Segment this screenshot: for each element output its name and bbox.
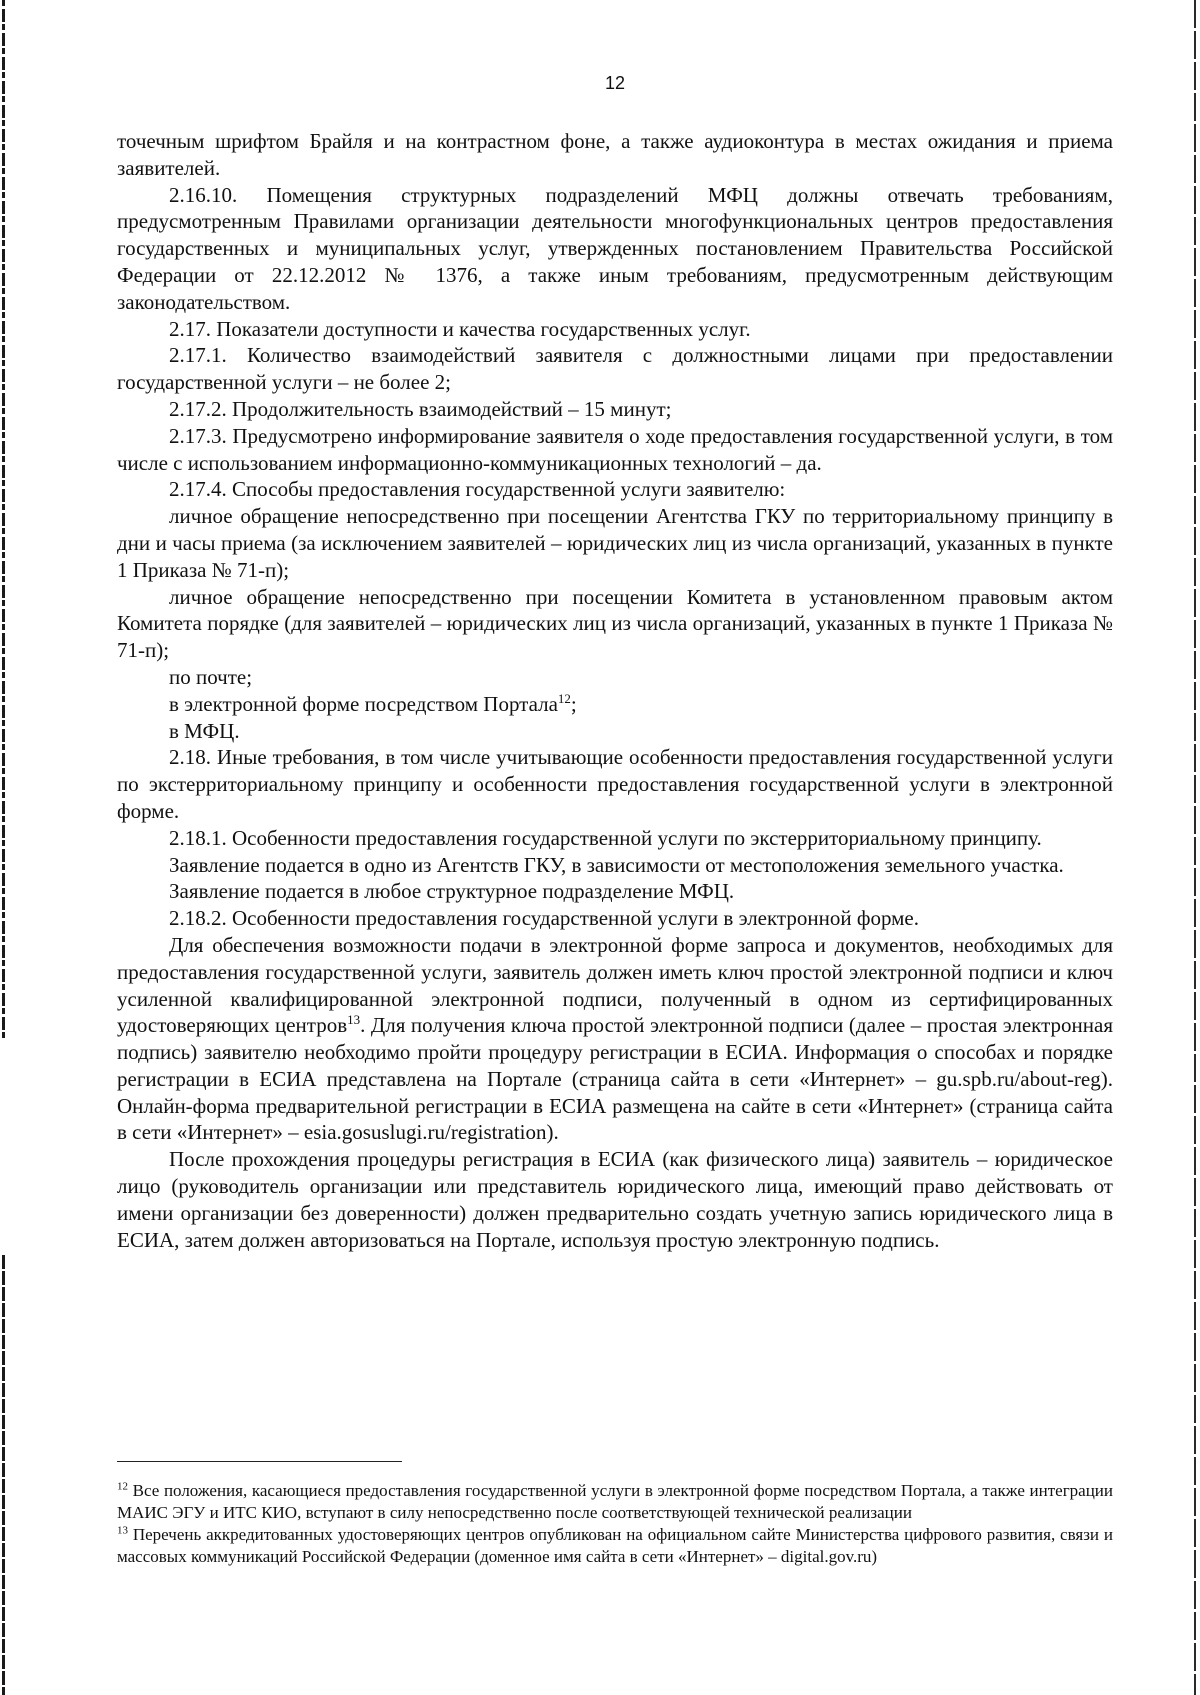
paragraph xyxy=(117,905,1113,932)
paragraph-text: Заявление подается в любое структурное подразделение МФЦ. xyxy=(169,879,735,904)
paragraph xyxy=(117,718,1113,745)
paragraph xyxy=(117,878,1113,905)
body-text xyxy=(117,128,1113,1253)
paragraph xyxy=(117,584,1113,664)
paragraph-text: 2.16.10. Помещения структурных подразделений МФЦ должны отвечать требованиям, предусмотренным Правилами организации деятельности многофункциональных центров предоставления государственных и муниципальных услуг, утвержденных постановлением Правительства Российской Федерации от 22.12.2012 № 1376, а также иным требованиям, предусмотренным действующим законодательством. xyxy=(117,182,1113,314)
paragraph xyxy=(117,691,1113,718)
paragraph-text: 2.18.1. Особенности предоставления государственной услуги по экстерриториальному принципу. xyxy=(169,825,1042,850)
footnote xyxy=(117,1480,1113,1524)
paragraph xyxy=(117,396,1113,423)
scan-edge-right xyxy=(1194,0,1196,1695)
paragraph-text: 2.18. Иные требования, в том числе учитывающие особенности предоставления государственной услуги по экстерриториальному принципу и особенности предоставления государственной услуги в электронной форме. xyxy=(117,745,1113,823)
paragraph-text: 2.18.2. Особенности предоставления государственной услуги в электронной форме. xyxy=(169,906,919,931)
footnote-mark: 13 xyxy=(117,1524,128,1537)
paragraph-text: 2.17. Показатели доступности и качества государственных услуг. xyxy=(169,316,751,341)
paragraph xyxy=(117,664,1113,691)
paragraph xyxy=(117,476,1113,503)
paragraph-text: личное обращение непосредственно при посещении Агентства ГКУ по территориальному принципу в дни и часы приема (за исключением заявителей – юридических лиц из числа организаций, указанных в пункте 1 Приказа № 71-п); xyxy=(117,504,1113,582)
paragraph-text: в МФЦ. xyxy=(169,718,240,743)
paragraph xyxy=(117,128,1113,182)
paragraph-text: Для обеспечения возможности подачи в электронной форме запроса и документов, необходимых для предоставления государственной услуги, заявитель должен иметь ключ простой электронной подписи и ключ усиленной квалифицированной электронной подписи, полученный в одном из сертифицированных удостоверяющих центров xyxy=(117,932,1113,1038)
paragraph-text-continued: . Для получения ключа простой электронной подписи (далее – простая электронная подпись) заявителю необходимо пройти процедуру регистрации в ЕСИА. Информация о способах и порядке регистрации в ЕСИА представлена на Портале (страница сайта в сети «Интернет» – gu.spb.ru/about-reg). Онлайн-форма предварительной регистрации в ЕСИА размещена на сайте в сети «Интернет» (страница сайта в сети «Интернет» – esia.gosuslugi.ru/registration). xyxy=(117,1013,1113,1145)
paragraph xyxy=(117,744,1113,824)
footnotes xyxy=(117,1480,1113,1568)
paragraph-text-continued: ; xyxy=(570,691,577,716)
footnote-separator xyxy=(117,1461,402,1462)
paragraph-text: в электронной форме посредством Портала xyxy=(169,691,558,716)
footnote-reference[interactable]: 12 xyxy=(557,690,571,706)
paragraph-text: личное обращение непосредственно при посещении Комитета в установленном правовым актом Комитета порядке (для заявителей – юридических лиц из числа организаций, указанных в пункте 1 Приказа № 71-п); xyxy=(117,584,1113,663)
footnote-reference[interactable]: 13 xyxy=(347,1012,361,1028)
paragraph xyxy=(117,852,1113,879)
paragraph-text: Заявление подается в одно из Агентств ГКУ, в зависимости от местоположения земельного участка. xyxy=(169,852,1064,877)
paragraph xyxy=(117,1146,1113,1253)
footnote-mark: 12 xyxy=(117,1480,128,1493)
paragraph-text: по почте; xyxy=(169,664,253,689)
paragraph-text: 2.17.3. Предусмотрено информирование заявителя о ходе предоставления государственной услуги, в том числе с использованием информационно-коммуникационных технологий – да. xyxy=(117,423,1113,475)
paragraph-text: 2.17.4. Способы предоставления государственной услуги заявителю: xyxy=(169,477,786,502)
footnote-text: Все положения, касающиеся предоставления государственной услуги в электронной форме посредством Портала, а также интеграции МАИС ЭГУ и ИТС КИО, вступают в силу непосредственно после соответствующей технической реализации xyxy=(117,1481,1114,1522)
footnote xyxy=(117,1524,1113,1568)
paragraph-text: 2.17.1. Количество взаимодействий заявителя с должностными лицами при предоставлении государственной услуги – не более 2; xyxy=(117,343,1113,395)
paragraph xyxy=(117,932,1113,1146)
paragraph xyxy=(117,825,1113,852)
paragraph-text: После прохождения процедуры регистрация в ЕСИА (как физического лица) заявитель – юридическое лицо (руководитель организации или представитель юридического лица, имеющий право действовать от имени организации без доверенности) должен предварительно создать учетную запись юридического лица в ЕСИА, затем должен авторизоваться на Портале, используя простую электронную подпись. xyxy=(117,1147,1113,1252)
scan-edge-left xyxy=(2,0,5,1040)
paragraph xyxy=(117,316,1113,343)
paragraph xyxy=(117,182,1113,316)
paragraph xyxy=(117,423,1113,477)
paragraph-text: 2.17.2. Продолжительность взаимодействий – 15 минут; xyxy=(169,396,672,421)
scan-edge-left-lower xyxy=(2,1255,5,1695)
paragraph-text: точечным шрифтом Брайля и на контрастном фоне, а также аудиоконтура в местах ожидания и приема заявителей. xyxy=(117,129,1113,180)
paragraph xyxy=(117,342,1113,396)
paragraph xyxy=(117,503,1113,583)
footnote-text: Перечень аккредитованных удостоверяющих центров опубликован на официальном сайте Министерства цифрового развития, связи и массовых коммуникаций Российской Федерации (доменное имя сайта в сети «Интернет» – digital.gov.ru) xyxy=(117,1525,1113,1566)
page-number: 12 xyxy=(604,73,626,93)
